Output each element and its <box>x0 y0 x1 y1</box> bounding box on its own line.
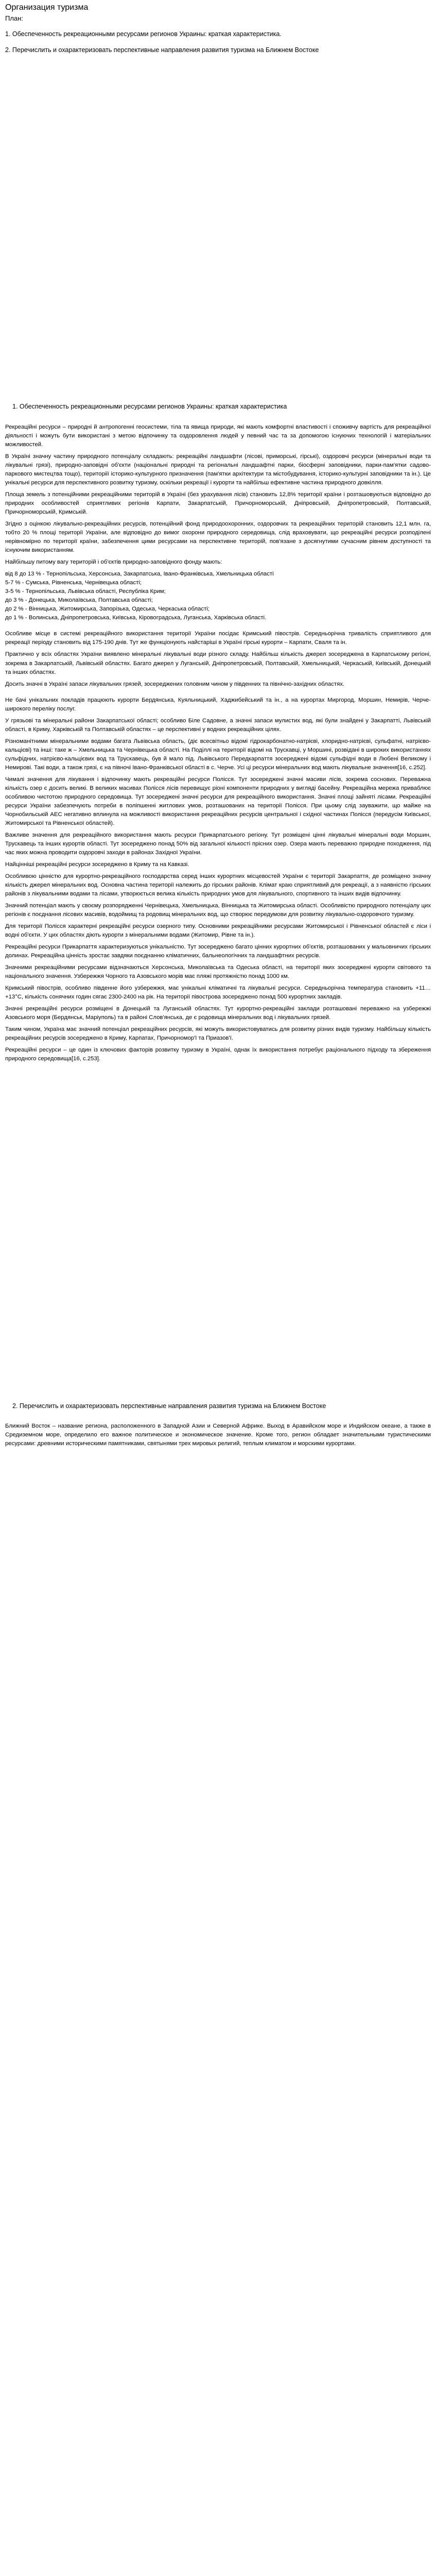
list-item: 3-5 % - Тернопільська, Львівська області, Республіка Крим; <box>5 588 166 595</box>
paragraph: Таким чином, Україна має значний потенціал рекреаційних ресурсів, які можуть використовуватись для розвитку різних видів туризму. Найбільшу кількість рекреаційних ресурсів зосереджено в Криму, Карпатах, Причорномор'ї та Приазов'ї. <box>5 1026 431 1042</box>
paragraph: В Україні значну частину природного потенціалу складають: рекреаційні ландшафти (лісові, приморські, гірські), оздоровчі ресурси (мінеральні води та лікувальні грязі), природно-заповідні об'єкти (національні природні та регіональні ландшафтні парки, біосферні заповідники, парки-пам'ятки садово-паркового мистецтва тощо), територіії історико-культурного призначення (пам'ятки архітектури та містобудування, історико-культурні заповідники та ін.). Це унікальні ресурси для перспективного розвитку туризму, оскільки рекреації і курорти та найбільш ефективне частина природного довкілля. <box>5 453 431 486</box>
paragraph: Найцінніші рекреаційні ресурси зосереджено в Криму та на Кавказі. <box>5 861 189 868</box>
section-2 <box>0 1401 436 1448</box>
blank-space <box>0 62 436 402</box>
paragraph: Досить значні в Україні запаси лікувальних грязей, зосереджених головним чином у південних та північно-західних областях. <box>5 681 345 687</box>
paragraph: Площа земель з потенційними рекреаційними територій в Україні (без урахування лісів) становить 12,8% території країни і розташовуються відповідно до природних особливостей сприятливих регіонів Карпати, Закарпатській, Причорноморській, Дніпровській, Дніпропетровській, Полтавській, Причорноморській, Кримській. <box>5 492 431 516</box>
paragraph: Різноманітними мінеральними водами багата Львівська область, (діє всесвітньо відомі гідрокарбонатно-натрієві, хлоридно-натрієві, сульфатні, натрієво-кальцієві) та інші: таке ж – Хмельницька та Чернівецька області. На Поділлі на території відомі на Трускавці, у Моршині, розвідані в широких використаннях сульфідних, натрієво-кальцієвих вод та Трускавець, був й мало під. Львівського Передкарпаття зосереджені відомі сульфідні води в Любені Великому і Немирові. Такі води, а також грязі, є на півночі Івано-Франківської області в с. Черче. Усі ці ресурси мінеральних вод мають лікувальне значення[16, с.252]. <box>5 738 431 771</box>
list-item: до 2 % - Вінницька, Житомирська, Запорізька, Одеська, Черкаська області; <box>5 606 210 613</box>
list-item: до 3 % - Донецька, Миколаївська, Полтавська області; <box>5 597 153 604</box>
section-1-body <box>0 423 436 1063</box>
paragraph: Рекреаційні ресурси – природні й антропогенні геосистеми, тіла та явища природи, які мають комфортні властивості і споживчу вартість для рекреаційної діяльності і можуть бути використані з метою відпочинку та оздоровлення людей у певний час та за допомогою існуючих технологій і матеріальних можливостей. <box>5 424 431 448</box>
paragraph: Значними рекреаційними ресурсами відзначаються Херсонська, Миколаївська та Одеська області, на території яких зосереджені курорти світового та національного значення. Узбережжя Чорного та Азовського морів має пляжі протяжністю понад 1000 км. <box>5 964 431 979</box>
list-item: від 8 до 13 % - Тернопільська, Херсонська, Закарпатська, Івано-Франківська, Хмельницька області <box>5 571 274 578</box>
paragraph: Важливе значення для рекреаційного використання мають ресурси Прикарпатського регіону. Тут розміщені цінні лікувальні мінеральні води Моршин, Трускавець та інших курортів області. Тут зосереджено понад 50% від загальної кількості прісних озер. Озера мають переважно природне походження, під час яких можна проводити оздоровчі заходи в районах Західної України. <box>5 832 431 856</box>
paragraph: Особливою цінністю для курортно-рекреаційного господарства серед інших курортних місцевостей України є території Закарпаття, де розміщено значну кількість джерел мінеральних вод. Основна частина території належить до гірських районів. Клімат краю сприятливий для рекреації, а з наявністю гірських районів з лікувальними водами та лісами, утворюється велика кількість природних умов для лікувального, спортивного та інших видів відпочинку. <box>5 873 431 897</box>
document-title: Организация туризма <box>5 3 89 12</box>
paragraph: Значний потенціал мають у своєму розпорядженні Чернівецька, Хмельницька, Вінницька та Житомирська області. Особливістю природного потенціалу цих регіонів є поєднання лісових масивів, водоймищ та родовищ мінеральних вод, що створює передумови для розвитку лікувально-оздоровчого туризму. <box>5 902 431 918</box>
paragraph: Рекреаційні ресурси – це один із ключових факторів розвитку туризму в Україні, однак їх використання потребує раціонального підходу та збереження природного середовища[16, с.253]. <box>5 1047 431 1062</box>
paragraph: У грязьові та мінеральні райони Закарпатської області; особливо Біле Садовне, а значні запаси мулистих вод, які були знайдені у Закарпатті, Львівській області, в Криму, Харківській та Полтавській областях – це перспективні у водних рекреаційних цілях. <box>5 717 431 733</box>
paragraph: Згідно з оцінкою лікувально-рекреаційних ресурсів, потенційний фонд природоохоронних, оздоровчих та рекреаційних територій становить 12,1 млн. га, тобто 20 % площі території України, але відповідно до вимог охорони природного середовища, слід враховувати, що рекреаційні ресурси розподілені нерівномірно по території країни, забезпечення цими ресурсами на перспективне територій, пов'язане з досягнутими сучасним рівнем доступності та існуючим використанням. <box>5 521 431 554</box>
paragraph: Кримський півострів, особливо південне його узбережжя, має унікальні кліматичні та лікувальні ресурси. Середньорічна температура становить +11…+13°C, кількість сонячних годин сягає 2300-2400 на рік. На території півострова зосереджено понад 500 курортних закладів. <box>5 985 431 1001</box>
section-2-heading: 2. Перечислить и охарактеризовать перспективные направления развития туризма на Ближнем Востоке <box>12 1402 326 1410</box>
paragraph: Значні рекреаційні ресурси розміщені в Донецькій та Луганській областях. Тут курортно-рекреаційні заклади розташовані переважно на узбережжі Азовського моря (Бердянськ, Маріуполь) та в районі Слов'янська, де є родовища мінеральних вод і лікувальних грязей. <box>5 1006 431 1021</box>
plan-label: План: <box>5 14 23 22</box>
paragraph: Для території Полісся характерні рекреаційні ресурси озерного типу. Основними рекреаційними ресурсами Житомирської і Рівненської областей є ліси і водні об'єкти. У цих областях діють курорти з мінеральними водами (Житомир, Рівне та ін.). <box>5 923 431 938</box>
section-1-heading: 1. Обеспеченность рекреационными ресурсами регионов Украины: краткая характеристика <box>12 402 287 410</box>
list-item: до 1 % - Волинська, Дніпропетровська, Київська, Кіровоградська, Луганська, Харківська області. <box>5 615 267 621</box>
paragraph: Практично у всіх областях України виявлено мінеральні лікувальні води різного складу. Найбільш кількість джерел зосереджена в Карпатському регіоні, зокрема в Закарпатській, Львівській областях. Багато джерел у Луганській, Дніпропетровській, Полтавській, Хмельницькій, Черкаській, Київській, Донецькій та інших областях. <box>5 651 431 675</box>
blank-space <box>0 1066 436 1401</box>
paragraph: Особливе місце в системі рекреаційного використання території України посідає Кримський півострів. Середньорічна тривалість сприятливого для рекреації періоду становить від 175-190 днів. Тут же функціонують найстаріші в Україні гірські курорти – Карпати, Сваля та ін. <box>5 631 431 646</box>
plan-item-2: 2. Перечислить и охарактеризовать перспективные направления развития туризма на Ближнем Востоке <box>5 46 319 54</box>
paragraph: Чималі значення для лікування і відпочинку мають рекреаційні ресурси Полісся. Тут зосереджені значні масиви лісів, зокрема соснових. Переважна кількість озер є досить великі. В великих масивах Полісся лісів перевищує ріоні компоненти природних у вигляді басейну. Рекреаційна мережа приваблює особливою чистотою природного середовища. Тут зосереджені значні ресурси для рекреаційного використання. Значні площі зайняті лісами. Рекреаційні ресурси України забезпечують потреби в поліпшенні житлових умов, розташованих на території Полісся. При цьому слід зауважити, що майже на Чорнобильській АЕС негативно вплинула на можливості використання рекреаційних ресурсів центральної і східної частинах Полісся (передусім Київської, Житомирської та Рівненської областей). <box>5 776 431 826</box>
plan-item-1: 1. Обеспеченность рекреационными ресурсами регионов Украины: краткая характеристика. <box>5 30 282 38</box>
paragraph: Не бачі унікальних покладів працюють курорти Бердянська, Куяльницький, Хаджибейський та ін., а на курортах Миргород, Моршин, Немирів, Черче-широкого переліку послуг. <box>5 697 431 712</box>
paragraph: Найбільшу питому вагу територій і об'єктів природно-заповідного фонду мають: <box>5 559 222 566</box>
section-2-body <box>0 1422 436 1448</box>
paragraph: Рекреаційні ресурси Прикарпаття характеризуються унікальністю. Тут зосереджено багато цінних курортних об'єктів, розташованих у мальовничих гірських долинах. Рекреаційна цінність зростає завдяки поєднанню кліматичних, бальнеологічних та ландшафтних ресурсів. <box>5 943 431 959</box>
paragraph: Ближний Восток – название региона, расположенного в Западной Азии и Северной Африке. Выход в Аравийском море и Индийском океане, а также в Средиземном море, определило его важное политическое и экономическое значение. Кроме того, регион обладает значительными туристическими ресурсами: древними историческими памятниками, святынями трех мировых религий, теплым климатом и морскими курортами. <box>5 1422 431 1447</box>
percentage-list <box>5 570 431 622</box>
list-item: 5-7 % - Сумська, Рівненська, Чернівецька області; <box>5 580 142 586</box>
document-header <box>0 0 436 56</box>
